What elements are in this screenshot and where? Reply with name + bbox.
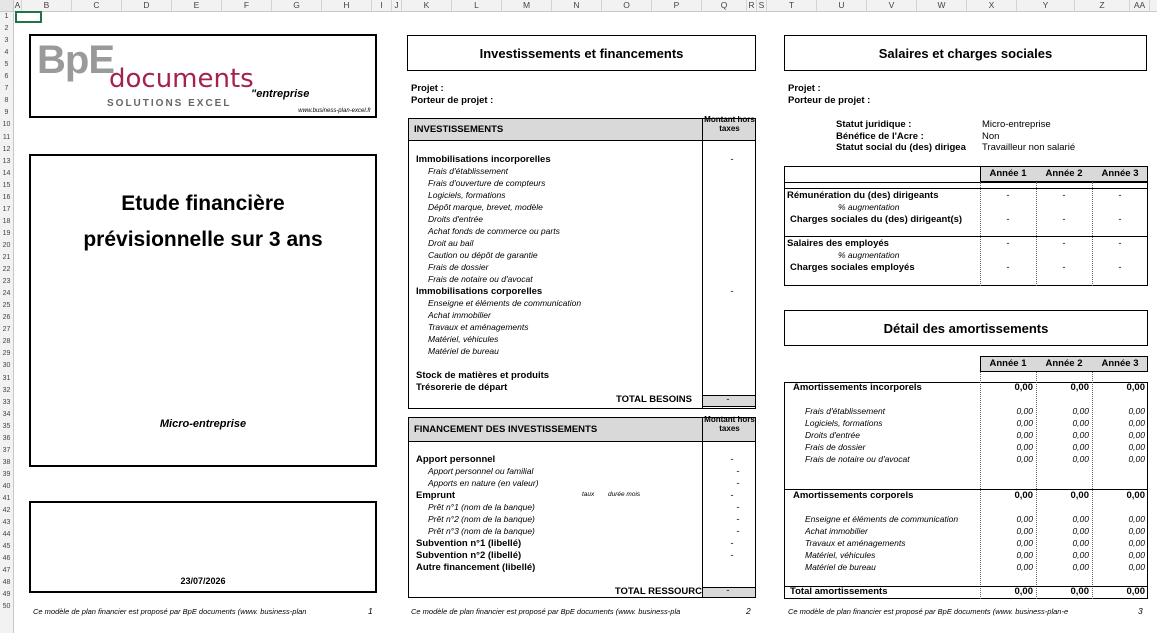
amort-corp-item-value: 0,00 bbox=[1016, 550, 1033, 560]
row-header-42[interactable]: 42 bbox=[2, 507, 11, 515]
sal-header-line bbox=[784, 182, 1148, 183]
logo-entreprise: "entreprise bbox=[251, 88, 310, 100]
amort-incorp-item-value: 0,00 bbox=[1016, 430, 1033, 440]
emprunt-duree: durée mois bbox=[608, 491, 641, 498]
row-header-3[interactable]: 3 bbox=[4, 37, 9, 45]
amort-corp-item: Enseigne et éléments de communication bbox=[805, 514, 959, 524]
amort-corp-item-value: 0,00 bbox=[1072, 526, 1089, 536]
amort-incorp-y1: 0,00 bbox=[1014, 382, 1033, 393]
amort-corp-item-value: 0,00 bbox=[1128, 526, 1145, 536]
amort-header: Détail des amortissements bbox=[784, 310, 1148, 346]
row-header-13[interactable]: 13 bbox=[2, 157, 11, 165]
row-header-50[interactable]: 50 bbox=[2, 603, 11, 611]
sal-col-divider-1 bbox=[980, 182, 981, 286]
apport-item-1: Apport personnel ou familial bbox=[428, 466, 534, 476]
apport-item-1-value: - bbox=[736, 466, 740, 477]
treso-label: Trésorerie de départ bbox=[416, 382, 508, 393]
amort-corp-y3: 0,00 bbox=[1126, 490, 1145, 501]
cover-title-line1: Etude financière bbox=[121, 192, 285, 215]
apport-value: - bbox=[730, 454, 734, 465]
incorp-item: Logiciels, formations bbox=[428, 190, 506, 200]
row-header-38[interactable]: 38 bbox=[2, 458, 11, 466]
page2-projet-label: Projet : bbox=[411, 83, 444, 94]
subv2-value: - bbox=[730, 550, 734, 561]
row-header-7[interactable]: 7 bbox=[4, 85, 9, 93]
row-header-29[interactable]: 29 bbox=[2, 350, 11, 358]
amort-corp-label: Amortissements corporels bbox=[793, 490, 914, 501]
amount-column-divider bbox=[702, 118, 703, 409]
corp-item: Matériel, véhicules bbox=[428, 334, 499, 344]
statut-juridique-value: Micro-entreprise bbox=[982, 119, 1051, 130]
corp-item: Achat immobilier bbox=[428, 310, 491, 320]
incorp-item: Frais de notaire ou d'avocat bbox=[428, 274, 533, 284]
amort-total-label: Total amortissements bbox=[790, 586, 888, 597]
page-number-3: 3 bbox=[1138, 606, 1143, 616]
incorp-label: Immobilisations incorporelles bbox=[416, 154, 551, 165]
logo-solutions: SOLUTIONS EXCEL bbox=[107, 98, 232, 109]
column-header-y[interactable]: Y bbox=[1017, 0, 1075, 11]
row-header-36[interactable]: 36 bbox=[2, 434, 11, 442]
amort-corp-y2: 0,00 bbox=[1070, 490, 1089, 501]
page3-porteur-label: Porteur de projet : bbox=[788, 95, 871, 106]
apport-item-2-value: - bbox=[736, 478, 740, 489]
row-header-9[interactable]: 9 bbox=[4, 109, 9, 117]
row-header-43[interactable]: 43 bbox=[2, 519, 11, 527]
amort-col-divider-3 bbox=[1092, 372, 1093, 599]
amort-incorp-item-value: 0,00 bbox=[1128, 418, 1145, 428]
row-header-18[interactable]: 18 bbox=[2, 217, 11, 225]
pret-3-value: - bbox=[736, 526, 740, 537]
sal-row-value: - bbox=[1118, 262, 1122, 273]
subv1-value: - bbox=[730, 538, 734, 549]
investissements-title: INVESTISSEMENTS bbox=[414, 124, 504, 135]
incorp-item: Frais d'établissement bbox=[428, 166, 509, 176]
sal-row-top-line bbox=[784, 188, 1148, 189]
column-header-j[interactable]: J bbox=[392, 0, 402, 11]
column-header-r[interactable]: R bbox=[747, 0, 757, 11]
row-header-34[interactable]: 34 bbox=[2, 410, 11, 418]
row-header-12[interactable]: 12 bbox=[2, 145, 11, 153]
amort-corp-item-value: 0,00 bbox=[1016, 538, 1033, 548]
total-ress-value: - bbox=[726, 585, 730, 596]
page-number-1: 1 bbox=[368, 606, 373, 616]
amort-incorp-item-value: 0,00 bbox=[1072, 418, 1089, 428]
row-header-5[interactable]: 5 bbox=[4, 61, 9, 69]
sal-year-2: Année 2 bbox=[1045, 168, 1083, 179]
logo-box bbox=[29, 34, 377, 118]
row-header-33[interactable]: 33 bbox=[2, 398, 11, 406]
page3-projet-label: Projet : bbox=[788, 83, 821, 94]
amort-incorp-item-value: 0,00 bbox=[1128, 442, 1145, 452]
amort-incorp-item-value: 0,00 bbox=[1128, 454, 1145, 464]
active-cell-a1[interactable] bbox=[15, 11, 42, 23]
amort-year-1: Année 1 bbox=[989, 358, 1027, 369]
amount-header: Montant hors taxes bbox=[704, 115, 755, 133]
amort-corp-item: Travaux et aménagements bbox=[805, 538, 906, 548]
emprunt-value: - bbox=[730, 490, 734, 501]
page2-porteur-label: Porteur de projet : bbox=[411, 95, 494, 106]
amort-total-y3: 0,00 bbox=[1126, 586, 1145, 597]
sal-row-value: - bbox=[1006, 238, 1010, 249]
amort-corp-item-value: 0,00 bbox=[1016, 526, 1033, 536]
column-header-bar bbox=[0, 0, 1157, 12]
salaires-header: Salaires et charges sociales bbox=[784, 35, 1147, 71]
amort-year-3: Année 3 bbox=[1101, 358, 1139, 369]
amort-corp-item-value: 0,00 bbox=[1128, 550, 1145, 560]
row-header-17[interactable]: 17 bbox=[2, 205, 11, 213]
amort-incorp-item-value: 0,00 bbox=[1072, 454, 1089, 464]
amort-incorp-item-value: 0,00 bbox=[1128, 406, 1145, 416]
logo-documents: documents bbox=[109, 64, 254, 94]
row-header-31[interactable]: 31 bbox=[2, 374, 11, 382]
row-header-40[interactable]: 40 bbox=[2, 482, 11, 490]
row-header-22[interactable]: 22 bbox=[2, 266, 11, 274]
row-header-41[interactable]: 41 bbox=[2, 495, 11, 502]
sal-row-value: - bbox=[1062, 262, 1066, 273]
sal-row-value: - bbox=[1006, 214, 1010, 225]
row-header-49[interactable]: 49 bbox=[2, 591, 11, 599]
apport-item-2: Apports en nature (en valeur) bbox=[428, 478, 539, 488]
amort-incorp-item: Logiciels, formations bbox=[805, 418, 883, 428]
amort-incorp-item-value: 0,00 bbox=[1072, 430, 1089, 440]
row-header-28[interactable]: 28 bbox=[2, 338, 11, 346]
row-header-6[interactable]: 6 bbox=[4, 73, 9, 81]
column-header-v[interactable]: V bbox=[867, 0, 917, 11]
sal-year-1: Année 1 bbox=[989, 168, 1027, 179]
column-header-h[interactable]: H bbox=[322, 0, 372, 11]
amort-corp-item: Matériel de bureau bbox=[805, 562, 876, 572]
row-header-27[interactable]: 27 bbox=[2, 326, 11, 334]
amort-corp-item-value: 0,00 bbox=[1072, 538, 1089, 548]
row-header-37[interactable]: 37 bbox=[2, 446, 11, 454]
row-header-1[interactable]: 1 bbox=[4, 13, 9, 20]
amort-incorp-item-value: 0,00 bbox=[1072, 406, 1089, 416]
row-header-46[interactable]: 46 bbox=[2, 555, 11, 563]
corp-label: Immobilisations corporelles bbox=[416, 286, 543, 297]
cover-regime: Micro-entreprise bbox=[159, 418, 247, 430]
column-header-z[interactable]: Z bbox=[1075, 0, 1130, 11]
amort-incorp-item-value: 0,00 bbox=[1016, 442, 1033, 452]
cover-title-line2: prévisionnelle sur 3 ans bbox=[83, 228, 323, 251]
row-header-14[interactable]: 14 bbox=[2, 169, 11, 177]
logo-bpe: BpE bbox=[37, 38, 114, 82]
row-header-26[interactable]: 26 bbox=[2, 314, 11, 322]
column-header-a[interactable]: A bbox=[14, 0, 21, 10]
row-header-23[interactable]: 23 bbox=[2, 278, 11, 286]
sal-row-label: % augmentation bbox=[838, 202, 900, 212]
column-header-q[interactable]: Q bbox=[702, 0, 747, 11]
amort-col-divider-2 bbox=[1036, 372, 1037, 599]
incorp-item: Dépôt marque, brevet, modèle bbox=[428, 202, 543, 212]
amort-incorp-item-value: 0,00 bbox=[1016, 406, 1033, 416]
amort-corp-item-value: 0,00 bbox=[1072, 550, 1089, 560]
pret-1-value: - bbox=[736, 502, 740, 513]
corp-item: Enseigne et éléments de communication bbox=[428, 298, 582, 308]
amort-corp-item-value: 0,00 bbox=[1128, 562, 1145, 572]
footer-page1: Ce modèle de plan financier est proposé par BpE documents (www. business-plan bbox=[33, 607, 307, 616]
amort-corp-item-value: 0,00 bbox=[1128, 514, 1145, 524]
sal-row-label: Charges sociales employés bbox=[790, 262, 915, 273]
row-header-30[interactable]: 30 bbox=[2, 362, 11, 370]
sal-row-label: Salaires des employés bbox=[787, 238, 889, 249]
row-header-48[interactable]: 48 bbox=[2, 579, 11, 587]
amort-incorp-item-value: 0,00 bbox=[1016, 454, 1033, 464]
row-header-8[interactable]: 8 bbox=[4, 97, 9, 105]
pret-2-value: - bbox=[736, 514, 740, 525]
amort-corp-item-value: 0,00 bbox=[1128, 538, 1145, 548]
pret-2: Prêt n°2 (nom de la banque) bbox=[428, 514, 535, 524]
row-header-15[interactable]: 15 bbox=[2, 181, 11, 189]
amort-corp-item-value: 0,00 bbox=[1016, 514, 1033, 524]
sal-col-divider-2 bbox=[1036, 182, 1037, 286]
subv2-label: Subvention n°2 (libellé) bbox=[416, 550, 522, 561]
amort-incorp-item: Frais de notaire ou d'avocat bbox=[805, 454, 910, 464]
amort-corp-item-value: 0,00 bbox=[1072, 562, 1089, 572]
amort-corp-item: Matériel, véhicules bbox=[805, 550, 876, 560]
amort-incorp-item: Frais de dossier bbox=[805, 442, 866, 452]
sal-row-value: - bbox=[1118, 238, 1122, 249]
column-header-f[interactable]: F bbox=[222, 0, 272, 11]
sal-year-3: Année 3 bbox=[1101, 168, 1139, 179]
total-besoins-label: TOTAL BESOINS bbox=[615, 394, 692, 405]
amort-incorp-item: Frais d'établissement bbox=[805, 406, 886, 416]
sal-row-value: - bbox=[1006, 262, 1010, 273]
amort-incorp-item-value: 0,00 bbox=[1128, 430, 1145, 440]
amort-incorp-y2: 0,00 bbox=[1070, 382, 1089, 393]
pret-3: Prêt n°3 (nom de la banque) bbox=[428, 526, 535, 536]
column-header-d[interactable]: D bbox=[122, 0, 172, 11]
row-header-16[interactable]: 16 bbox=[2, 193, 11, 201]
column-header-m[interactable]: M bbox=[502, 0, 552, 11]
incorp-item: Achat fonds de commerce ou parts bbox=[428, 226, 560, 236]
sal-row-value: - bbox=[1006, 190, 1010, 201]
corp-item: Matériel de bureau bbox=[428, 346, 499, 356]
column-header-t[interactable]: T bbox=[767, 0, 817, 11]
row-header-39[interactable]: 39 bbox=[2, 470, 11, 478]
page-number-2: 2 bbox=[746, 606, 751, 616]
row-header-10[interactable]: 10 bbox=[2, 121, 11, 129]
sal-row-value: - bbox=[1062, 238, 1066, 249]
column-header-aa[interactable]: AA bbox=[1130, 0, 1150, 11]
incorp-item: Frais de dossier bbox=[428, 262, 489, 272]
column-header-w[interactable]: W bbox=[917, 0, 967, 11]
amort-incorp-label: Amortissements incorporels bbox=[793, 382, 922, 393]
acre-value: Non bbox=[982, 131, 1000, 142]
amort-incorp-item-value: 0,00 bbox=[1072, 442, 1089, 452]
sal-row-value: - bbox=[1062, 214, 1066, 225]
row-header-25[interactable]: 25 bbox=[2, 302, 11, 310]
amort-total-y1: 0,00 bbox=[1014, 586, 1033, 597]
row-header-11[interactable]: 11 bbox=[2, 133, 11, 141]
column-header-x[interactable]: X bbox=[967, 0, 1017, 11]
page2-header: Investissements et financements bbox=[407, 35, 756, 71]
total-ress-label: TOTAL RESSOURC bbox=[614, 586, 702, 597]
amort-col-divider-1 bbox=[980, 372, 981, 599]
amort-corp-item: Achat immobilier bbox=[805, 526, 868, 536]
column-header-s[interactable]: S bbox=[757, 0, 767, 11]
amort-incorp-item: Droits d'entrée bbox=[805, 430, 861, 440]
logo-url: www.business-plan-excel.fr bbox=[298, 108, 371, 114]
column-header-g[interactable]: G bbox=[272, 0, 322, 11]
incorp-item: Caution ou dépôt de garantie bbox=[428, 250, 538, 260]
select-all-corner[interactable] bbox=[0, 0, 14, 12]
incorp-item: Droits d'entrée bbox=[428, 214, 484, 224]
column-header-k[interactable]: K bbox=[402, 0, 452, 11]
column-header-p[interactable]: P bbox=[652, 0, 702, 11]
incorp-value: - bbox=[730, 154, 734, 165]
column-header-l[interactable]: L bbox=[452, 0, 502, 11]
row-header-47[interactable]: 47 bbox=[2, 567, 11, 575]
acre-label: Bénéfice de l'Acre : bbox=[836, 131, 924, 142]
corp-value: - bbox=[730, 286, 734, 297]
stock-label: Stock de matières et produits bbox=[416, 370, 550, 381]
subv1-label: Subvention n°1 (libellé) bbox=[416, 538, 522, 549]
amort-corp-y1: 0,00 bbox=[1014, 490, 1033, 501]
cover-box bbox=[29, 154, 377, 467]
amort-year-2: Année 2 bbox=[1045, 358, 1083, 369]
row-header-4[interactable]: 4 bbox=[4, 49, 9, 57]
sal-row-value: - bbox=[1118, 190, 1122, 201]
statut-social-label: Statut social du (des) dirigea bbox=[836, 142, 966, 153]
sal-group-line bbox=[784, 236, 1148, 237]
incorp-item: Frais d'ouverture de compteurs bbox=[428, 178, 546, 188]
amort-total-y2: 0,00 bbox=[1070, 586, 1089, 597]
amort-corp-item-value: 0,00 bbox=[1016, 562, 1033, 572]
statut-social-value: Travailleur non salarié bbox=[982, 142, 1076, 153]
date-box bbox=[29, 501, 377, 593]
fin-amount-divider bbox=[702, 417, 703, 598]
emprunt-label: Emprunt bbox=[416, 490, 456, 501]
row-header-20[interactable]: 20 bbox=[2, 241, 11, 249]
column-header-i[interactable]: I bbox=[372, 0, 392, 11]
footer-page3: Ce modèle de plan financier est proposé par BpE documents (www. business-plan-e bbox=[788, 607, 1069, 616]
amort-incorp-item-value: 0,00 bbox=[1016, 418, 1033, 428]
column-header-u[interactable]: U bbox=[817, 0, 867, 11]
emprunt-taux: taux bbox=[582, 491, 595, 498]
row-header-35[interactable]: 35 bbox=[2, 422, 11, 430]
column-header-e[interactable]: E bbox=[172, 0, 222, 11]
row-header-19[interactable]: 19 bbox=[2, 229, 11, 237]
row-header-44[interactable]: 44 bbox=[2, 531, 11, 539]
pret-1: Prêt n°1 (nom de la banque) bbox=[428, 502, 535, 512]
sal-row-value: - bbox=[1118, 214, 1122, 225]
column-header-o[interactable]: O bbox=[602, 0, 652, 11]
sal-row-label: Rémunération du (des) dirigeants bbox=[787, 190, 939, 201]
row-header-45[interactable]: 45 bbox=[2, 543, 11, 551]
apport-label: Apport personnel bbox=[416, 454, 496, 465]
amort-incorp-y3: 0,00 bbox=[1126, 382, 1145, 393]
row-header-2[interactable]: 2 bbox=[4, 25, 9, 33]
statut-juridique-label: Statut juridique : bbox=[836, 119, 912, 130]
column-header-b[interactable]: B bbox=[22, 0, 72, 11]
total-besoins-value: - bbox=[726, 394, 730, 405]
fin-amount-header: Montant hors taxes bbox=[704, 415, 755, 433]
autre-label: Autre financement (libellé) bbox=[416, 562, 536, 573]
footer-page2: Ce modèle de plan financier est proposé par BpE documents (www. business-pla bbox=[411, 607, 681, 616]
sal-row-label: Charges sociales du (des) dirigeant(s) bbox=[790, 214, 963, 225]
row-header-bar bbox=[0, 11, 14, 633]
sal-col-divider-3 bbox=[1092, 182, 1093, 286]
row-header-32[interactable]: 32 bbox=[2, 386, 11, 394]
column-header-n[interactable]: N bbox=[552, 0, 602, 11]
amort-corp-item-value: 0,00 bbox=[1072, 514, 1089, 524]
row-header-24[interactable]: 24 bbox=[2, 290, 11, 298]
sal-row-value: - bbox=[1062, 190, 1066, 201]
column-header-c[interactable]: C bbox=[72, 0, 122, 11]
sal-row-label: % augmentation bbox=[838, 250, 900, 260]
incorp-item: Droit au bail bbox=[428, 238, 474, 248]
cover-date: 23/07/2026 bbox=[180, 576, 226, 586]
financement-title: FINANCEMENT DES INVESTISSEMENTS bbox=[414, 424, 598, 435]
row-header-21[interactable]: 21 bbox=[2, 254, 11, 261]
corp-item: Travaux et aménagements bbox=[428, 322, 529, 332]
